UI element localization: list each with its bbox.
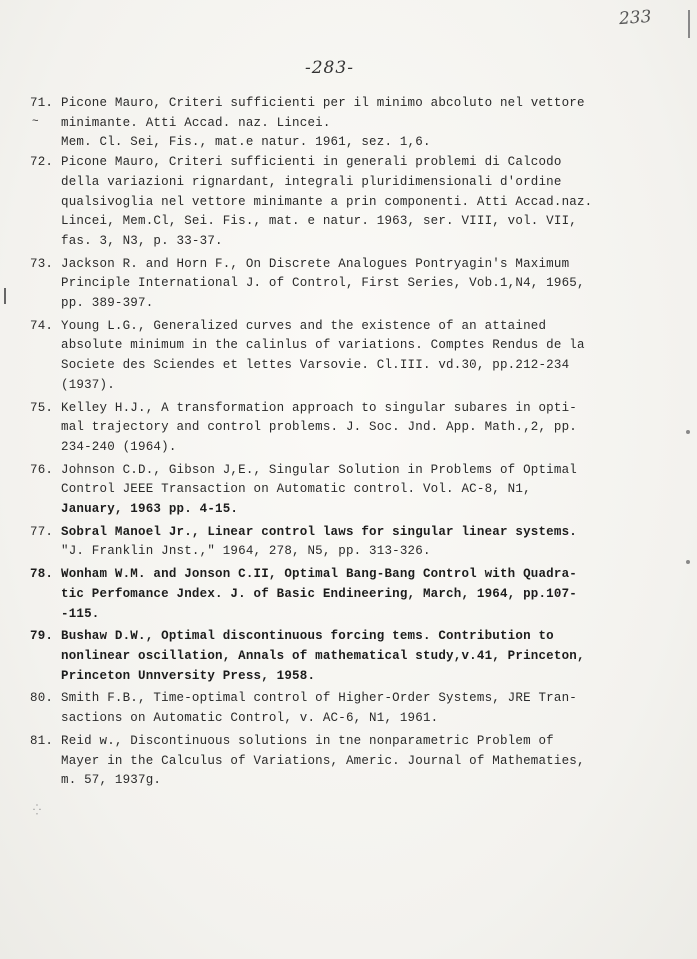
reference-line: fas. 3, N3, p. 33-37.: [61, 233, 223, 248]
reference-line: minimante. Atti Accad. naz. Lincei.: [61, 115, 331, 130]
edge-mark: [688, 10, 690, 38]
reference-line: Kelley H.J., A transformation approach to singular subares in opti-: [61, 400, 577, 415]
reference-line: della variazioni rignardant, integrali pluridimensionali d'ordine: [61, 174, 562, 189]
reference-item: [30, 689, 655, 728]
reference-line: Bushaw D.W., Optimal discontinuous forcing tems. Contribution to: [61, 629, 554, 644]
reference-line: nonlinear oscillation, Annals of mathematical study,v.41, Princeton,: [61, 648, 585, 663]
reference-number: 73.: [30, 256, 54, 271]
reference-line: "J. Franklin Jnst.," 1964, 278, N5, pp. 313-326.: [61, 544, 431, 559]
reference-item: [30, 627, 655, 686]
reference-line: Mayer in the Calculus of Variations, Americ. Journal of Mathematies,: [61, 753, 585, 768]
reference-line: Princeton Unnversity Press, 1958.: [61, 668, 316, 683]
reference-number: 81.: [30, 733, 54, 748]
margin-dash: ~: [32, 116, 39, 128]
reference-line: Control JEEE Transaction on Automatic control. Vol. AC-8, N1,: [61, 482, 531, 497]
reference-item: [30, 523, 655, 562]
reference-line: Jackson R. and Horn F., On Discrete Analogues Pontryagin's Maximum: [61, 256, 570, 271]
reference-line: (1937).: [61, 377, 115, 392]
reference-number: 75.: [30, 400, 54, 415]
reference-number: 72.: [30, 155, 54, 170]
reference-number: 80.: [30, 691, 54, 706]
reference-line: -115.: [61, 606, 100, 621]
reference-item: [30, 153, 655, 252]
reference-line: 234-240 (1964).: [61, 439, 177, 454]
reference-item: [30, 565, 655, 624]
edge-dot: [686, 560, 690, 564]
reference-line: Picone Mauro, Criteri sufficienti per il minimo abcoluto nel vettore: [61, 96, 585, 110]
reference-number: 76.: [30, 462, 54, 477]
reference-item: [30, 255, 655, 314]
reference-number: 77.: [30, 524, 54, 539]
stray-mark: ⁛: [33, 806, 41, 817]
reference-line: Principle International J. of Control, First Series, Vob.1,N4, 1965,: [61, 276, 585, 291]
reference-item: [30, 94, 655, 153]
reference-line: Smith F.B., Time-optimal control of Higher-Order Systems, JRE Tran-: [61, 691, 577, 706]
reference-line: absolute minimum in the calinlus of variations. Comptes Rendus de la: [61, 338, 585, 353]
reference-number: 78.: [30, 567, 54, 582]
reference-item: [30, 399, 655, 458]
reference-item: [30, 732, 655, 791]
reference-line: Reid w., Discontinuous solutions in tne nonparametric Problem of: [61, 733, 554, 748]
reference-line: mal trajectory and control problems. J. Soc. Jnd. App. Math.,2, pp.: [61, 420, 577, 435]
reference-line: Mem. Cl. Sei, Fis., mat.e natur. 1961, sez. 1,6.: [61, 135, 431, 150]
reference-line: qualsivoglia nel vettore minimante a prin componenti. Atti Accad.naz.: [61, 194, 593, 209]
reference-list: [30, 94, 655, 794]
page-number: -283-: [305, 58, 354, 78]
reference-number: 71.: [30, 96, 54, 110]
edge-dot: [686, 430, 690, 434]
reference-line: Johnson C.D., Gibson J,E., Singular Solution in Problems of Optimal: [61, 462, 577, 477]
reference-line: m. 57, 1937g.: [61, 773, 162, 788]
reference-line: Societe des Sciendes et lettes Varsovie. Cl.III. vd.30, pp.212-234: [61, 358, 570, 373]
reference-number: 74.: [30, 318, 54, 333]
reference-item: [30, 461, 655, 520]
reference-line: Sobral Manoel Jr., Linear control laws for singular linear systems.: [61, 524, 577, 539]
corner-page-number: 233: [618, 6, 653, 30]
reference-number: 79.: [30, 629, 54, 644]
reference-line: Lincei, Mem.Cl, Sei. Fis., mat. e natur. 1963, ser. VIII, vol. VII,: [61, 214, 577, 229]
reference-line: Picone Mauro, Criteri sufficienti in generali problemi di Calcodo: [61, 155, 562, 170]
reference-line: Wonham W.M. and Jonson C.II, Optimal Bang-Bang Control with Quadra-: [61, 567, 577, 582]
reference-line: tic Perfomance Jndex. J. of Basic Endineering, March, 1964, pp.107-: [61, 586, 577, 601]
reference-line: January, 1963 pp. 4-15.: [61, 502, 239, 517]
reference-item: [30, 317, 655, 396]
reference-line: pp. 389-397.: [61, 296, 154, 311]
reference-line: sactions on Automatic Control, v. AC-6, N1, 1961.: [61, 711, 439, 726]
reference-line: Young L.G., Generalized curves and the existence of an attained: [61, 318, 547, 333]
margin-mark: [4, 288, 6, 304]
